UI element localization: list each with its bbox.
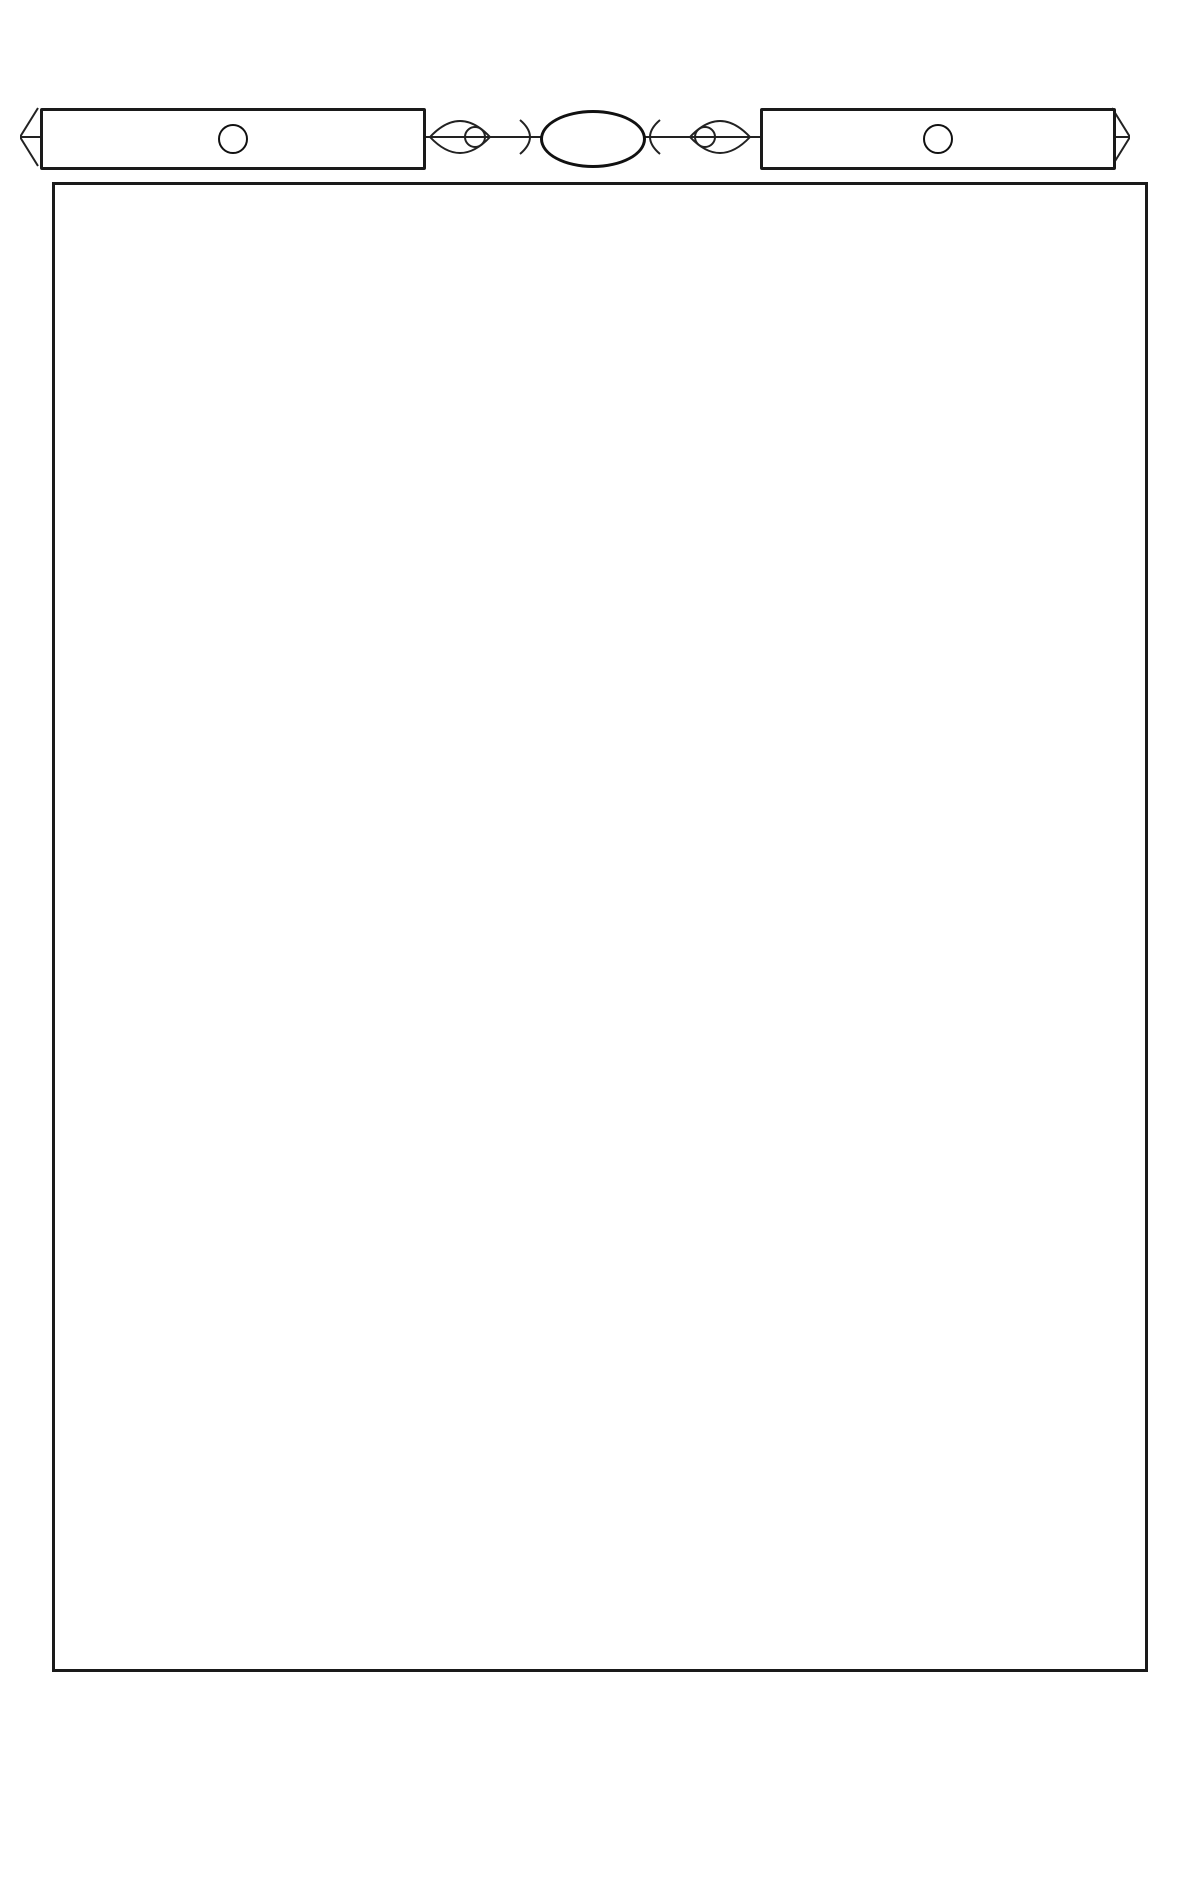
text-frame: [52, 182, 1148, 1672]
page-number: [540, 110, 646, 168]
page-header: [20, 100, 1130, 174]
header-surah-info: [40, 108, 426, 170]
header-center: [430, 100, 750, 174]
volume-number: [923, 124, 953, 154]
para-number: [218, 124, 248, 154]
header-book-title: [760, 108, 1116, 170]
